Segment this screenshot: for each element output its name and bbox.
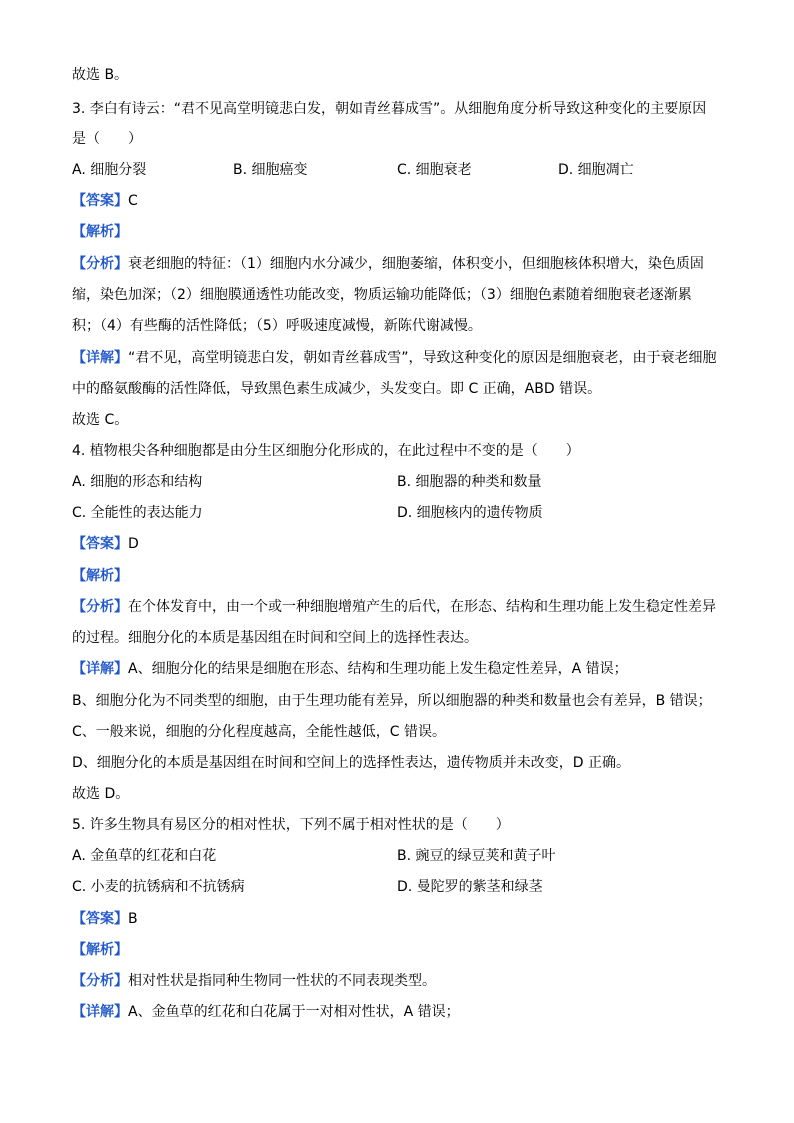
q4-xiangjie-line-4: D、细胞分化的本质是基因组在时间和空间上的选择性表达，遗传物质并未改变，D 正确。 xyxy=(72,755,631,771)
question-5-stem: 5. 许多生物具有易区分的相对性状，下列不属于相对性状的是（ ） xyxy=(72,817,510,833)
q3-option-a: A. 细胞分裂 xyxy=(72,162,147,178)
q3-fenxi-line-2: 缩，染色加深；（2）细胞膜通透性功能改变，物质运输功能降低；（3）细胞色素随着细胞衰老逐渐累 xyxy=(72,287,692,303)
q4-option-a: A. 细胞的形态和结构 xyxy=(72,474,203,490)
q3-conclusion: 故选 C。 xyxy=(72,412,129,428)
q4-fenxi-line-1 xyxy=(72,596,716,618)
q5-option-d: D. 曼陀罗的紫茎和绿茎 xyxy=(397,879,543,895)
fenxi-text: 相对性状是指同种生物同一性状的不同表现类型。 xyxy=(128,973,436,989)
xiangjie-text: A、金鱼草的红花和白花属于一对相对性状，A 错误； xyxy=(128,1004,460,1020)
question-4-stem: 4. 植物根尖各种细胞都是由分生区细胞分化形成的，在此过程中不变的是（ ） xyxy=(72,443,580,459)
q4-xiangjie-line-3: C、一般来说，细胞的分化程度越高，全能性越低，C 错误。 xyxy=(72,724,446,740)
fenxi-tag: 【分析】 xyxy=(72,973,128,989)
question-3-stem-cont: 是（ ） xyxy=(72,131,142,147)
answer-value: C xyxy=(128,193,138,209)
q4-xiangjie-line-2: B、细胞分化为不同类型的细胞，由于生理功能有差异，所以细胞器的种类和数量也会有差异，B 错误； xyxy=(72,693,712,709)
q4-option-b: B. 细胞器的种类和数量 xyxy=(397,474,542,490)
q3-answer xyxy=(72,190,138,212)
xiangjie-tag: 【详解】 xyxy=(72,350,128,366)
q5-fenxi-line-1 xyxy=(72,970,436,992)
q4-conclusion: 故选 D。 xyxy=(72,786,130,802)
analysis-tag: 【解析】 xyxy=(72,942,128,958)
answer-tag: 【答案】 xyxy=(72,193,128,209)
q4-fenxi-line-2: 的过程。细胞分化的本质是基因组在时间和空间上的选择性表达。 xyxy=(72,630,478,646)
q5-answer xyxy=(72,908,138,930)
xiangjie-tag: 【详解】 xyxy=(72,1004,128,1020)
fenxi-tag: 【分析】 xyxy=(72,599,128,615)
q3-option-d: D. 细胞凋亡 xyxy=(558,162,634,178)
analysis-tag: 【解析】 xyxy=(72,568,128,584)
q5-option-a: A. 金鱼草的红花和白花 xyxy=(72,848,217,864)
q4-option-d: D. 细胞核内的遗传物质 xyxy=(397,505,543,521)
answer-value: D xyxy=(128,536,139,552)
xiangjie-text: “君不见，高堂明镜悲白发，朝如青丝暮成雪”，导致这种变化的原因是细胞衰老，由于衰老细胞 xyxy=(128,350,717,366)
conclusion-line: 故选 B。 xyxy=(72,67,129,83)
answer-tag: 【答案】 xyxy=(72,911,128,927)
question-3-stem: 3. 李白有诗云：“君不见高堂明镜悲白发，朝如青丝暮成雪”。从细胞角度分析导致这种变化的主要原因 xyxy=(72,101,707,117)
q3-analysis-heading xyxy=(72,221,128,243)
xiangjie-tag: 【详解】 xyxy=(72,661,128,677)
q3-option-b: B. 细胞癌变 xyxy=(233,162,308,178)
q3-fenxi-line-3: 积；（4）有些酶的活性降低；（5）呼吸速度减慢，新陈代谢减慢。 xyxy=(72,318,482,334)
q3-option-c: C. 细胞衰老 xyxy=(397,162,472,178)
answer-tag: 【答案】 xyxy=(72,536,128,552)
q5-analysis-heading xyxy=(72,939,128,961)
fenxi-text: 衰老细胞的特征：（1）细胞内水分减少，细胞萎缩，体积变小，但细胞核体积增大，染色质固 xyxy=(128,256,704,272)
fenxi-tag: 【分析】 xyxy=(72,256,128,272)
analysis-tag: 【解析】 xyxy=(72,224,128,240)
q4-analysis-heading xyxy=(72,565,128,587)
q4-answer xyxy=(72,533,139,555)
q5-option-b: B. 豌豆的绿豆荚和黄子叶 xyxy=(397,848,556,864)
q4-xiangjie-line-1 xyxy=(72,658,628,680)
q5-xiangjie-line-1 xyxy=(72,1001,460,1023)
q5-option-c: C. 小麦的抗锈病和不抗锈病 xyxy=(72,879,245,895)
q3-xiangjie-line-1 xyxy=(72,347,717,369)
q3-xiangjie-line-2: 中的酪氨酸酶的活性降低，导致黑色素生成减少，头发变白。即 C 正确，ABD 错误。 xyxy=(72,381,602,397)
fenxi-text: 在个体发育中，由一个或一种细胞增殖产生的后代，在形态、结构和生理功能上发生稳定性差异 xyxy=(128,599,716,615)
answer-value: B xyxy=(128,911,138,927)
q4-option-c: C. 全能性的表达能力 xyxy=(72,505,203,521)
q3-fenxi-line-1 xyxy=(72,253,704,275)
xiangjie-text: A、细胞分化的结果是细胞在形态、结构和生理功能上发生稳定性差异，A 错误； xyxy=(128,661,628,677)
